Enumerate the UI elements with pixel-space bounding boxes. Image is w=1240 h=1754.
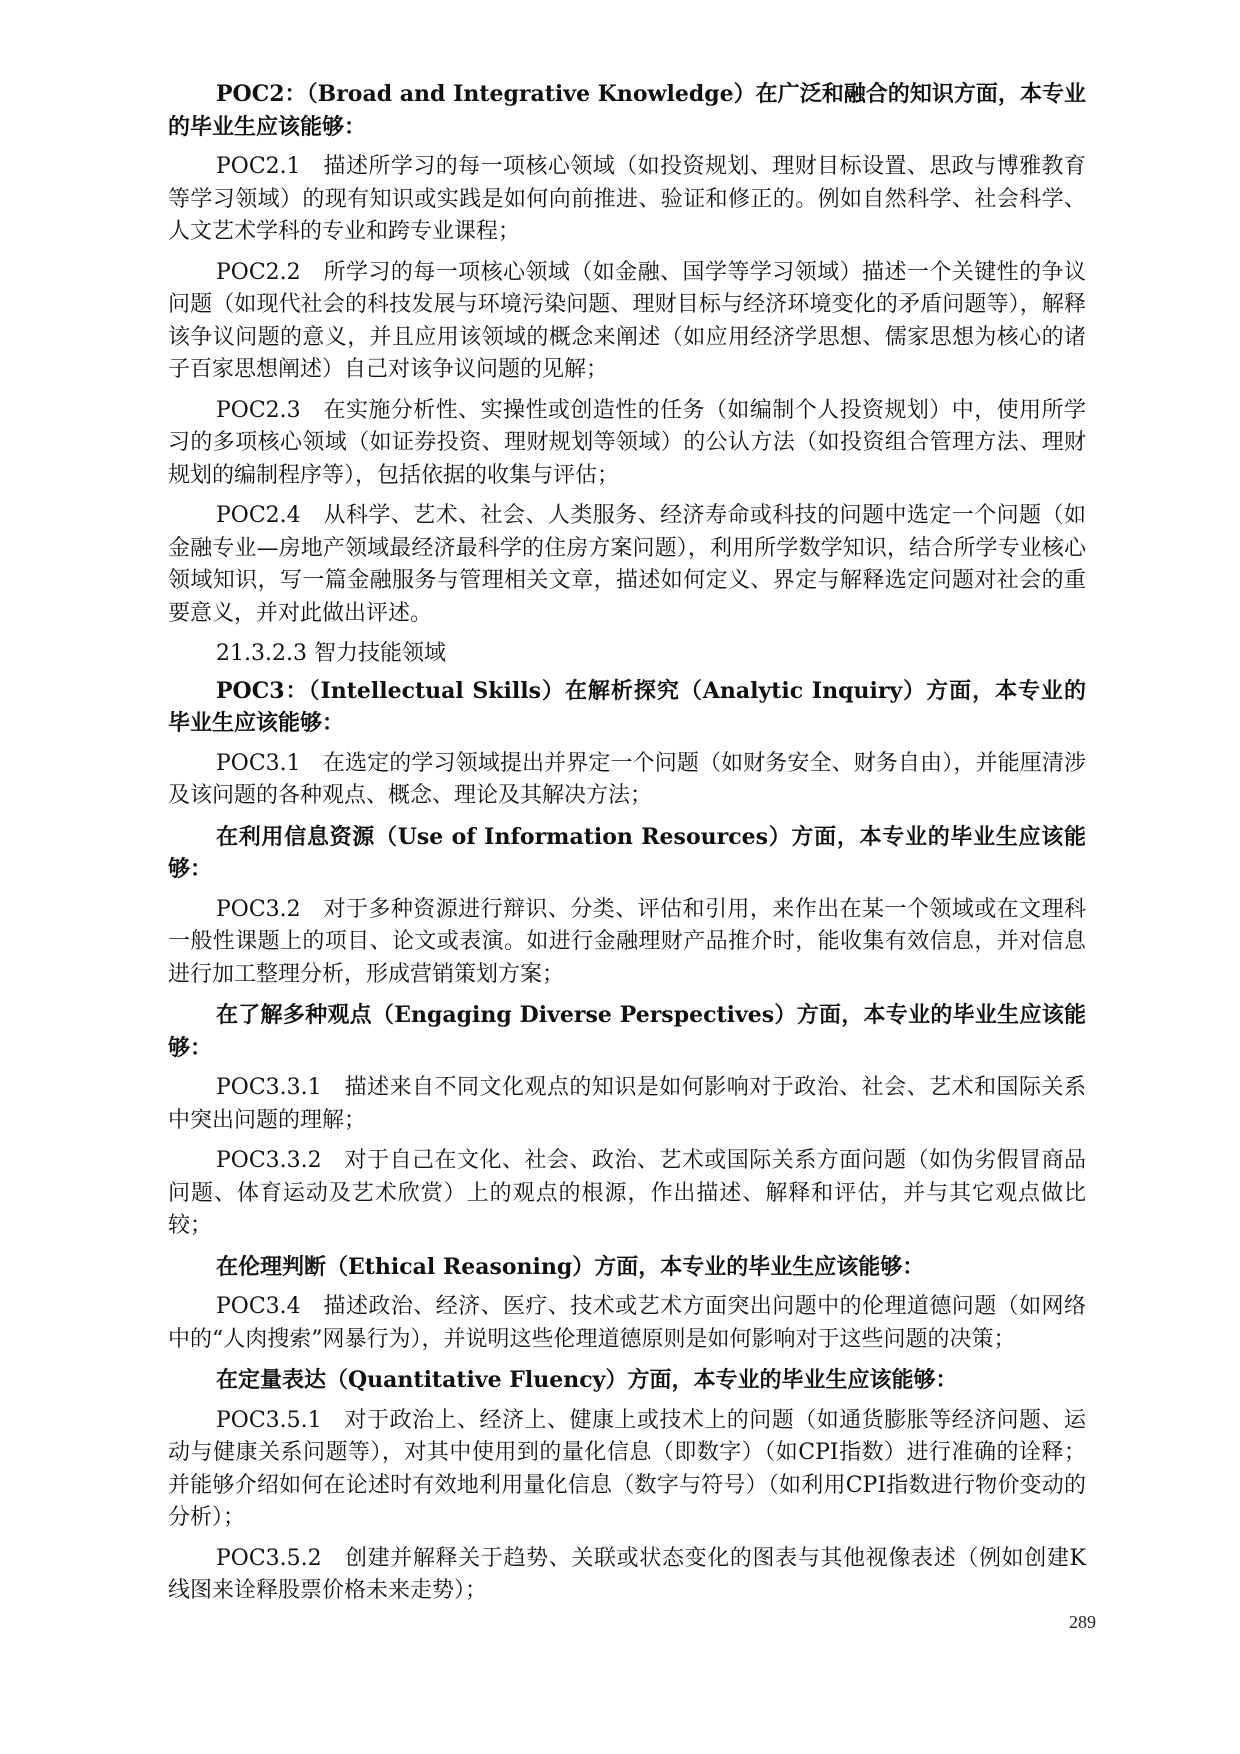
body-paragraph: POC3.4 描述政治、经济、医疗、技术或艺术方面突出问题中的伦理道德问题（如网络中的“人肉搜索”网暴行为），并说明这些伦理道德原则是如何影响对于这些问题的决策； [168, 1294, 1086, 1352]
body-paragraph: POC3.3.2 对于自己在文化、社会、政治、艺术或国际关系方面问题（如伪劣假冒商品问题、体育运动及艺术欣赏）上的观点的根源，作出描述、解释和评估，并与其它观点做比较； [168, 1148, 1086, 1238]
body-paragraph: POC3.3.1 描述来自不同文化观点的知识是如何影响对于政治、社会、艺术和国际关系中突出问题的理解； [168, 1075, 1086, 1133]
subsection-heading: 在了解多种观点（Engaging Diverse Perspectives）方面，本专业的毕业生应该能够： [168, 1002, 1086, 1061]
subsection-heading: 在利用信息资源（Use of Information Resources）方面，本专业的毕业生应该能够： [168, 823, 1086, 882]
subsection-heading: POC3：（Intellectual Skills）在解析探究（Analytic Inquiry）方面，本专业的毕业生应该能够： [168, 677, 1086, 736]
body-paragraph: POC2.4 从科学、艺术、社会、人类服务、经济寿命或科技的问题中选定一个问题（如金融专业—房地产领域最经济最科学的住房方案问题），利用所学数学知识，结合所学专业核心领域知识，写一篇金融服务与管理相关文章，描述如何定义、界定与解释选定问题对社会的重要意义，并对此做出评述。 [168, 503, 1086, 626]
body-paragraph: POC2.2 所学习的每一项核心领域（如金融、国学等学习领域）描述一个关键性的争议问题（如现代社会的科技发展与环境污染问题、理财目标与经济环境变化的矛盾问题等），解释该争议问题的意义，并且应用该领域的概念来阐述（如应用经济学思想、儒家思想为核心的诸子百家思想阐述）自己对该争议问题的见解； [168, 259, 1086, 382]
body-paragraph: POC2.3 在实施分析性、实操性或创造性的任务（如编制个人投资规划）中，使用所学习的多项核心领域（如证券投资、理财规划等领域）的公认方法（如投资组合管理方法、理财规划的编制程序等），包括依据的收集与评估； [168, 397, 1086, 488]
body-paragraph: POC3.1 在选定的学习领域提出并界定一个问题（如财务安全、财务自由），并能厘清涉及该问题的各种观点、概念、理论及其解决方法； [168, 750, 1086, 808]
page-number: 289 [1069, 1612, 1096, 1632]
body-paragraph: POC2.1 描述所学习的每一项核心领域（如投资规划、理财目标设置、思政与博雅教育等学习领域）的现有知识或实践是如何向前推进、验证和修正的。例如自然科学、社会科学、人文艺术学科的专业和跨专业课程； [168, 154, 1086, 244]
body-paragraph: POC3.2 对于多种资源进行辩识、分类、评估和引用，来作出在某一个领域或在文理科一般性课题上的项目、论文或表演。如进行金融理财产品推介时，能收集有效信息，并对信息进行加工整理分析，形成营销策划方案； [168, 896, 1086, 987]
subsection-heading: 在定量表达（Quantitative Fluency）方面，本专业的毕业生应该能够： [216, 1367, 958, 1393]
section-heading: 21.3.2.3 智力技能领域 [216, 641, 446, 666]
document-body [168, 78, 1086, 1616]
subsection-heading: POC2：（Broad and Integrative Knowledge）在广泛和融合的知识方面，本专业的毕业生应该能够： [168, 81, 1086, 140]
body-paragraph: POC3.5.2 创建并解释关于趋势、关联或状态变化的图表与其他视像表述（例如创建K线图来诠释股票价格未来走势）； [168, 1545, 1086, 1603]
body-paragraph: POC3.5.1 对于政治上、经济上、健康上或技术上的问题（如通货膨胀等经济问题、运动与健康关系问题等），对其中使用到的量化信息（即数字）（如CPI指数）进行准确的诠释；并能够介绍如何在论述时有效地利用量化信息（数字与符号）（如利用CPI指数进行物价变动的分析）； [168, 1407, 1086, 1530]
subsection-heading: 在伦理判断（Ethical Reasoning）方面，本专业的毕业生应该能够： [216, 1253, 925, 1280]
